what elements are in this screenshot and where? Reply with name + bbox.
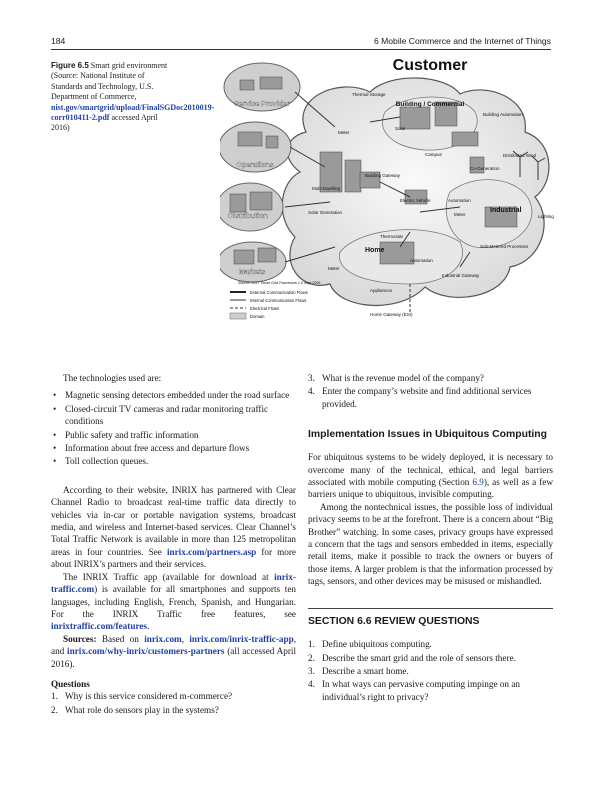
link-customers-partners[interactable]: inrix.com/why-inrix/customers-partners	[67, 646, 225, 657]
item-text: Define ubiquitous computing.	[322, 639, 432, 650]
label-building-commercial: Building / Commercial	[395, 101, 465, 108]
label-appliances: Appliances	[370, 288, 393, 293]
list-item	[308, 638, 553, 650]
running-title: 6 Mobile Commerce and the Internet of Things	[373, 36, 551, 46]
header-rule	[51, 49, 551, 50]
paragraph-partners	[51, 484, 296, 571]
link-inrix[interactable]: inrix.com	[144, 633, 182, 644]
label-co-generation: Co-Generation	[470, 166, 500, 171]
label-meter: Meter	[338, 130, 350, 135]
text-run: ) is available for all smartphones and supports ten languages, including English, French, Spanish, and Hungarian. For the INRIX Traffic free features, see	[51, 584, 296, 619]
text-run: The INRIX Traffic app (available for download at	[63, 571, 269, 582]
text-run: (all accessed April 2016).	[51, 646, 297, 669]
item-number: 1.	[51, 691, 58, 702]
list-item: • Toll collection queues.	[65, 455, 296, 467]
list-item: • Closed-circuit TV cameras and radar monitoring traffic conditions	[65, 403, 296, 428]
link-partners[interactable]: inrix.com/partners.asp	[166, 546, 257, 557]
paragraph-app	[51, 571, 296, 633]
label-markets: Markets	[238, 269, 266, 276]
legend-external: External Communication Flows	[250, 290, 308, 295]
item-number: 1.	[308, 639, 315, 650]
legend-electrical: Electrical Flows	[250, 306, 280, 311]
tech-list	[51, 389, 296, 467]
item-number: 3.	[308, 665, 315, 676]
questions-list	[51, 690, 296, 716]
label-campus: Campus	[425, 152, 442, 157]
list-item: • Information about free access and departure flows	[65, 442, 296, 454]
tech-intro: The technologies used are:	[63, 373, 162, 383]
label-automation: Automation	[448, 198, 471, 203]
label-building-automation: Building Automation	[483, 112, 523, 117]
label-sub-metered: Sub-Metered Processes	[480, 244, 529, 249]
label-building-gateway: Building Gateway	[365, 173, 401, 178]
item-number: 2.	[308, 652, 315, 663]
review-section-title: SECTION 6.6 REVIEW QUESTIONS	[308, 608, 553, 628]
label-operations: Operations	[236, 162, 274, 169]
label-meter-3: Meter	[328, 266, 340, 271]
text-run: Based on	[101, 633, 139, 644]
label-lighting: Lighting	[538, 214, 554, 219]
smart-grid-figure	[220, 52, 560, 324]
item-text: Enter the company’s website and find additional services provided.	[322, 386, 532, 409]
caption-tail: accessed April 2016)	[51, 113, 158, 133]
paragraph-privacy: Among the nontechnical issues, the possible loss of individual privacy seems to be at the forefront. There is a concern about “Big Brother” watching. In some cases, privacy groups have expressed a concern that the tags and sensors embedded in items, especially retail items, make it possible to track the owners or buyers of those items. A larger problem is that the information processed by tags, sensors, and other devices may be misused or mishandled.	[308, 501, 553, 587]
questions-heading: Questions	[51, 678, 90, 689]
list-item	[308, 652, 553, 664]
list-item	[308, 385, 553, 410]
figure-label: Figure 6.5	[51, 61, 89, 70]
list-item	[308, 678, 553, 703]
paragraph-sources: Sources: Based on inrix.com, inrix.com/inrix-traffic-app, and inrix.com/why-inrix/customers-partners (all accessed April 2016).	[51, 633, 297, 669]
item-number: 4.	[308, 679, 315, 690]
list-item: • Magnetic sensing detectors embedded under the road surface	[65, 389, 296, 401]
list-item	[308, 372, 553, 384]
label-service-provider: Service Provider	[234, 101, 290, 108]
label-source-note: Source: NIST Smart Grid Framework 1.0 Sept 2009	[238, 281, 321, 285]
item-text: What role do sensors play in the systems?	[65, 704, 219, 715]
label-thermostat: Thermostat	[380, 234, 403, 239]
text-run: and	[51, 646, 65, 657]
item-number: 2.	[51, 704, 58, 715]
caption-link[interactable]: nist.gov/smartgrid/upload/FinalSGDoc2010019-corr010411-2.pdf	[51, 102, 215, 123]
item-text: What is the revenue model of the company?	[322, 373, 484, 383]
figure-caption	[51, 61, 215, 134]
caption-text: Smart grid environment (Source: National Institute of Standards and Technology, U.S. Department of Commerce,	[51, 61, 168, 102]
legend-swatch-domain	[230, 313, 246, 319]
page-number: 184	[51, 36, 66, 46]
list-item	[308, 665, 553, 677]
label-solar: Solar	[395, 126, 406, 131]
text-run: ), as well as a few barriers unique to ubiquitous, invisible computing.	[308, 477, 553, 500]
label-distributed-wind: Distributed Wind	[503, 153, 537, 158]
label-automation-2: Automation	[410, 258, 433, 263]
label-home-gateway: Home Gateway (ESI)	[370, 312, 413, 317]
list-item: • Public safety and traffic information	[65, 429, 296, 441]
label-distribution: Distribution	[228, 213, 268, 220]
sources-label: Sources:	[63, 633, 97, 644]
label-industrial: Industrial	[490, 207, 522, 214]
right-column	[308, 372, 553, 704]
item-number: 4.	[308, 386, 315, 397]
review-questions-list	[308, 638, 553, 703]
link-features[interactable]: inrixtraffic.com/features	[51, 621, 148, 632]
text-run: for more about INRIX’s partners and their services.	[51, 546, 297, 570]
questions-list-continued	[308, 372, 553, 410]
link-section-6-9[interactable]: 6.9	[472, 477, 484, 488]
label-industrial-gateway: Industrial Gateway	[442, 273, 480, 278]
text-run: According to their website, INRIX has partnered with Clear Channel Radio to broadcast real-time traffic data directly to vehicles via in-car or portable navigation systems, broadcast media, and wireless and Internet-based services. Clear Channel’s Total Traffic Network is available in more than 125 metropolitan areas in four countries. See	[51, 484, 296, 557]
item-text: Describe a smart home.	[322, 665, 409, 676]
link-inrix-app[interactable]: inrix.com/inrix-traffic-app	[189, 633, 294, 644]
legend-internal: Internal Communication Flows	[250, 298, 307, 303]
label-meter-2: Meter	[454, 212, 466, 217]
link-inrix-traffic[interactable]: inrix-traffic.com	[51, 571, 297, 595]
item-text: Describe the smart grid and the role of sensors there.	[322, 652, 516, 663]
smart-grid-diagram	[220, 52, 560, 324]
label-thermal-storage: Thermal Storage	[352, 92, 386, 97]
left-column	[51, 372, 296, 717]
item-text: Why is this service considered m-commerce?	[65, 691, 233, 702]
paragraph-barriers	[308, 451, 553, 501]
customer-title: Customer	[392, 57, 468, 74]
running-header	[51, 36, 551, 50]
legend-domain: Domain	[250, 314, 265, 319]
text-run: .	[147, 621, 150, 632]
list-item	[51, 690, 296, 702]
item-number: 3.	[308, 373, 315, 383]
section-heading: Implementation Issues in Ubiquitous Computing	[308, 429, 547, 441]
label-home: Home	[365, 247, 385, 254]
list-item	[51, 704, 296, 716]
label-multi-dwelling: Multi-Dwelling	[312, 186, 341, 191]
text-run: For ubiquitous systems to be widely deployed, it is necessary to overcome many of the technical, ethical, and legal barriers associated with mobile computing (Section	[308, 452, 553, 488]
item-text: In what ways can pervasive computing impinge on an individual’s right to privacy?	[322, 679, 520, 702]
label-electric-vehicle: Electric Vehicle	[400, 198, 431, 203]
label-solar-generation: Solar Generation	[308, 210, 343, 215]
